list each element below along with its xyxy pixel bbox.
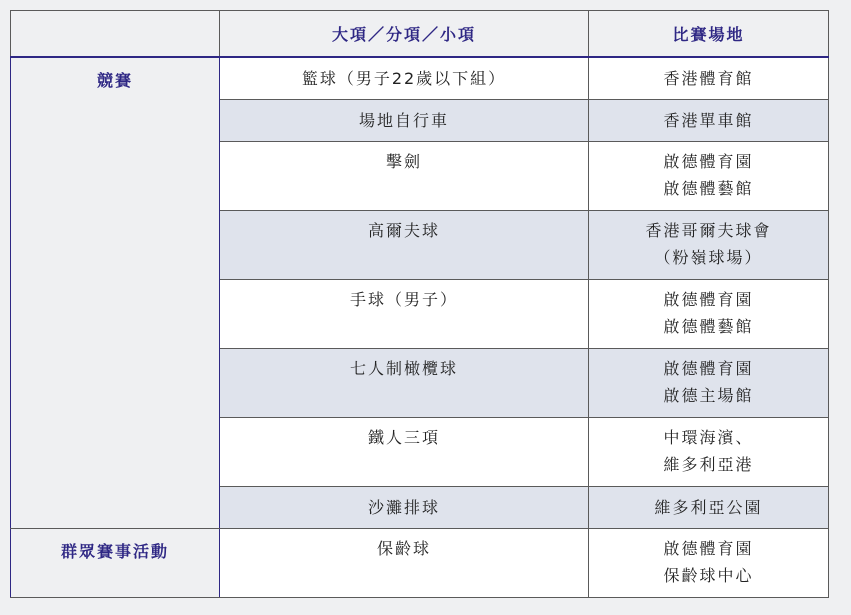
header-row bbox=[11, 11, 829, 58]
table-header bbox=[11, 11, 829, 58]
venue-line: 香港體育館 bbox=[663, 69, 754, 88]
venue-cell bbox=[589, 57, 829, 100]
header-event: 大項／分項／小項 bbox=[220, 11, 589, 58]
venue-line: 中環海濱、 bbox=[663, 428, 754, 447]
event-cell: 擊劍 bbox=[220, 142, 589, 211]
venue-line: 啟德體育園 bbox=[663, 290, 754, 309]
venue-cell bbox=[589, 487, 829, 529]
event-cell: 七人制橄欖球 bbox=[220, 349, 589, 418]
venue-line: 香港單車館 bbox=[663, 111, 754, 130]
venue-cell bbox=[589, 529, 829, 598]
venue-line: （粉嶺球場） bbox=[654, 248, 763, 267]
venue-line: 保齡球中心 bbox=[663, 566, 754, 585]
event-cell: 鐵人三項 bbox=[220, 418, 589, 487]
venue-line: 啟德體藝館 bbox=[663, 317, 754, 336]
event-cell: 場地自行車 bbox=[220, 100, 589, 142]
header-category bbox=[11, 11, 220, 58]
venue-line: 啟德主場館 bbox=[663, 386, 754, 405]
event-cell: 高爾夫球 bbox=[220, 211, 589, 280]
venue-cell bbox=[589, 142, 829, 211]
category-cell-mass-events: 群眾賽事活動 bbox=[11, 529, 220, 598]
venue-cell bbox=[589, 211, 829, 280]
venue-line: 維多利亞港 bbox=[663, 455, 754, 474]
event-cell: 沙灘排球 bbox=[220, 487, 589, 529]
venue-line: 啟德體藝館 bbox=[663, 179, 754, 198]
event-cell: 手球（男子） bbox=[220, 280, 589, 349]
category-cell-competition: 競賽 bbox=[11, 57, 220, 529]
venue-line: 啟德體育園 bbox=[663, 359, 754, 378]
header-venue: 比賽場地 bbox=[589, 11, 829, 58]
venue-table bbox=[10, 10, 829, 598]
venue-line: 啟德體育園 bbox=[663, 539, 754, 558]
venue-line: 香港哥爾夫球會 bbox=[645, 221, 772, 240]
venue-cell bbox=[589, 349, 829, 418]
venue-line: 維多利亞公園 bbox=[654, 498, 763, 517]
venue-cell bbox=[589, 100, 829, 142]
venue-cell bbox=[589, 280, 829, 349]
table-row bbox=[11, 57, 829, 100]
event-cell: 籃球（男子22歲以下組） bbox=[220, 57, 589, 100]
venue-cell bbox=[589, 418, 829, 487]
table-row bbox=[11, 529, 829, 598]
table-body bbox=[11, 57, 829, 598]
venue-line: 啟德體育園 bbox=[663, 152, 754, 171]
event-cell: 保齡球 bbox=[220, 529, 589, 598]
